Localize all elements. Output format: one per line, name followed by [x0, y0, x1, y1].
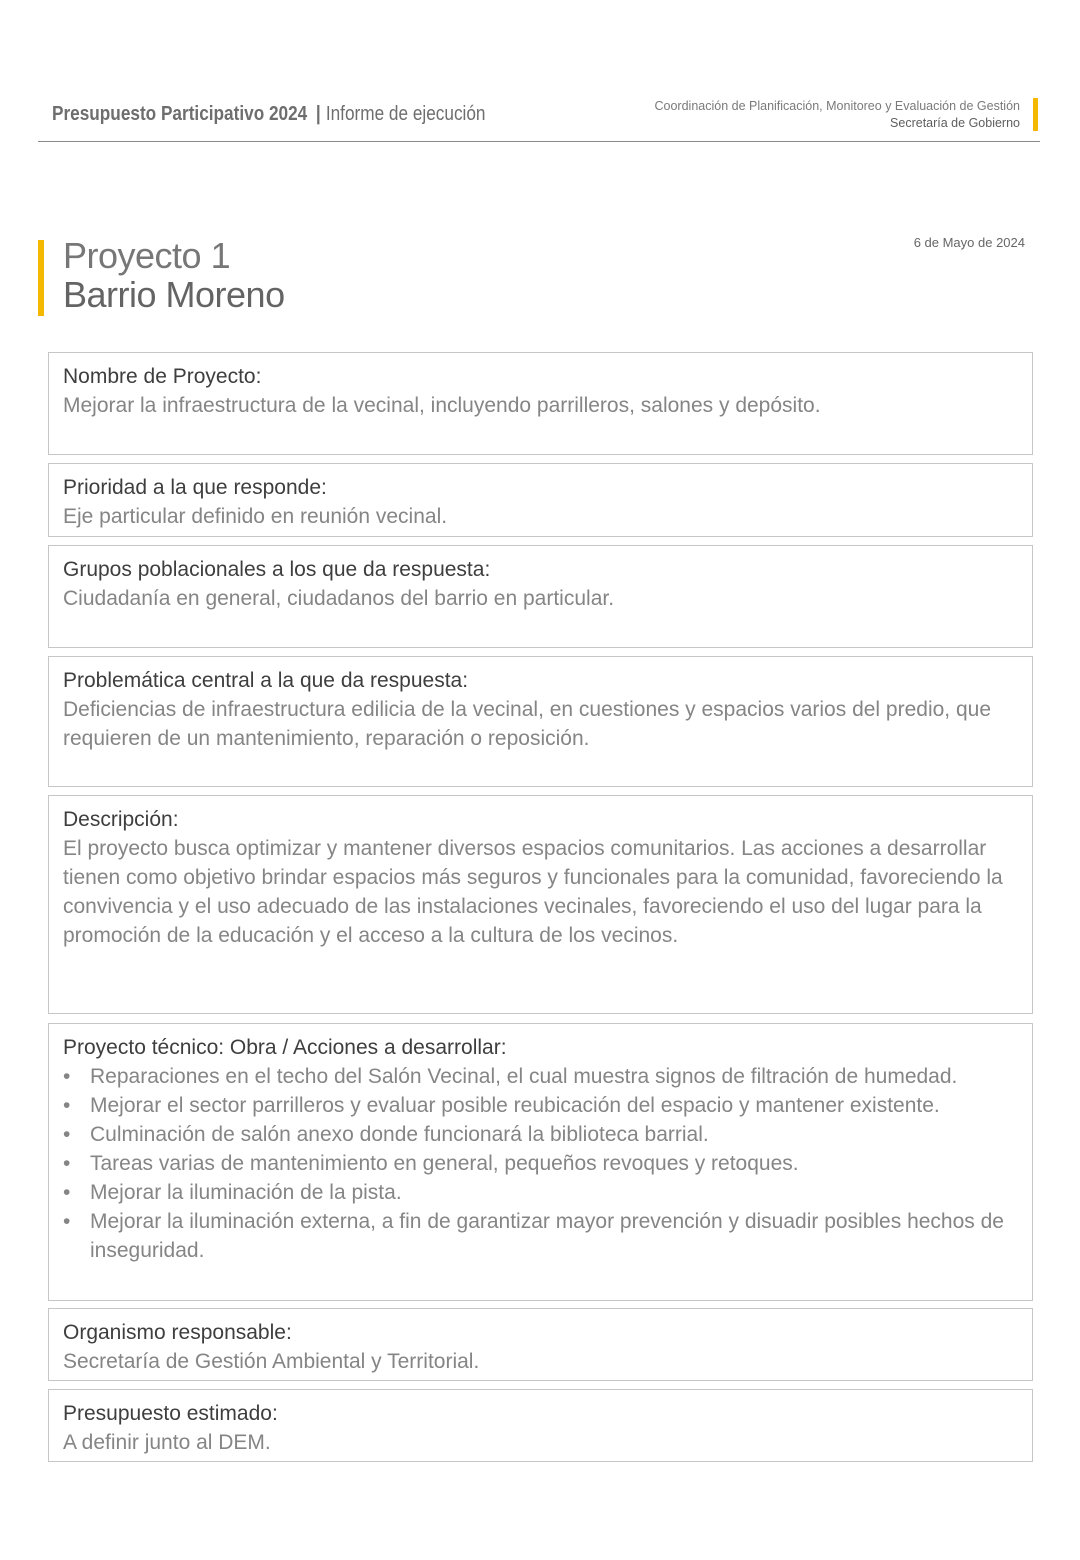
header-title: Presupuesto Participativo 2024	[52, 103, 308, 125]
report-header	[38, 0, 1040, 142]
list-item-text: Mejorar la iluminación externa, a fin de garantizar mayor prevención y disuadir posibles hechos de inseguridad.	[90, 1210, 1004, 1262]
section-prioridad-label: Prioridad a la que responde:	[63, 476, 327, 499]
section-nombre-label: Nombre de Proyecto:	[63, 365, 262, 388]
report-date: 6 de Mayo de 2024	[913, 235, 1025, 250]
section-problematica-label: Problemática central a la que da respuesta:	[63, 669, 469, 692]
header-accent-bar	[1033, 98, 1038, 131]
section-grupos-label: Grupos poblacionales a los que da respuesta:	[63, 558, 491, 581]
section-nombre-text: Mejorar la infraestructura de la vecinal, incluyendo parrilleros, salones y depósito.	[63, 394, 821, 417]
section-proyecto-tecnico	[48, 1023, 1033, 1301]
section-presupuesto-text: A definir junto al DEM.	[63, 1431, 271, 1454]
section-prioridad-text: Eje particular definido en reunión vecinal.	[63, 505, 448, 528]
list-item	[63, 1178, 1018, 1207]
bullet-icon: •	[63, 1181, 71, 1204]
header-org-line2: Secretaría de Gobierno	[890, 116, 1020, 130]
section-presupuesto-label: Presupuesto estimado:	[63, 1402, 278, 1425]
header-separator: |	[315, 103, 321, 125]
header-subtitle: Informe de ejecución	[325, 103, 486, 125]
header-organization	[655, 98, 1021, 132]
section-nombre	[48, 352, 1033, 455]
list-item-text: Culminación de salón anexo donde funcionará la biblioteca barrial.	[90, 1123, 709, 1146]
list-item-text: Mejorar la iluminación de la pista.	[90, 1181, 402, 1204]
project-number: Proyecto 1	[63, 235, 231, 276]
section-organismo-label: Organismo responsable:	[63, 1321, 292, 1344]
section-prioridad	[48, 463, 1033, 537]
list-item-text: Tareas varias de mantenimiento en general, pequeños revoques y retoques.	[90, 1152, 799, 1175]
section-organismo-text: Secretaría de Gestión Ambiental y Territorial.	[63, 1350, 480, 1373]
section-grupos-text: Ciudadanía en general, ciudadanos del barrio en particular.	[63, 587, 615, 610]
section-organismo	[48, 1308, 1033, 1381]
list-item	[63, 1207, 1018, 1265]
actions-list	[63, 1062, 1018, 1265]
bullet-icon: •	[63, 1123, 71, 1146]
list-item	[63, 1091, 1018, 1120]
list-item	[63, 1062, 1018, 1091]
list-item-text: Reparaciones en el techo del Salón Vecinal, el cual muestra signos de filtración de humedad.	[90, 1065, 958, 1088]
section-descripcion	[48, 795, 1033, 1014]
list-item	[63, 1120, 1018, 1149]
header-title-line	[52, 103, 486, 126]
section-descripcion-label: Descripción:	[63, 808, 179, 831]
bullet-icon: •	[63, 1210, 71, 1233]
bullet-icon: •	[63, 1094, 71, 1117]
section-problematica	[48, 656, 1033, 787]
bullet-icon: •	[63, 1152, 71, 1175]
project-title-block	[38, 235, 285, 316]
list-item	[63, 1149, 1018, 1178]
section-grupos	[48, 545, 1033, 648]
section-problematica-text: Deficiencias de infraestructura edilicia de la vecinal, en cuestiones y espacios varios del predio, que requieren de un mantenimiento, reparación o reposición.	[63, 698, 992, 750]
section-descripcion-text: El proyecto busca optimizar y mantener diversos espacios comunitarios. Las acciones a desarrollar tienen como objetivo brindar espacios más seguros y funcionales para la comunidad, favoreciendo la convivencia y el uso adecuado de las instalaciones vecinales, favoreciendo el uso del lugar para la promoción de la educación y el acceso a la cultura de los vecinos.	[63, 837, 1003, 947]
section-presupuesto	[48, 1389, 1033, 1462]
section-proyecto-tecnico-label: Proyecto técnico: Obra / Acciones a desarrollar:	[63, 1036, 507, 1059]
project-neighborhood: Barrio Moreno	[63, 274, 285, 315]
bullet-icon: •	[63, 1065, 71, 1088]
list-item-text: Mejorar el sector parrilleros y evaluar posible reubicación del espacio y mantener existente.	[90, 1094, 940, 1117]
header-org-line1: Coordinación de Planificación, Monitoreo y Evaluación de Gestión	[654, 99, 1020, 113]
